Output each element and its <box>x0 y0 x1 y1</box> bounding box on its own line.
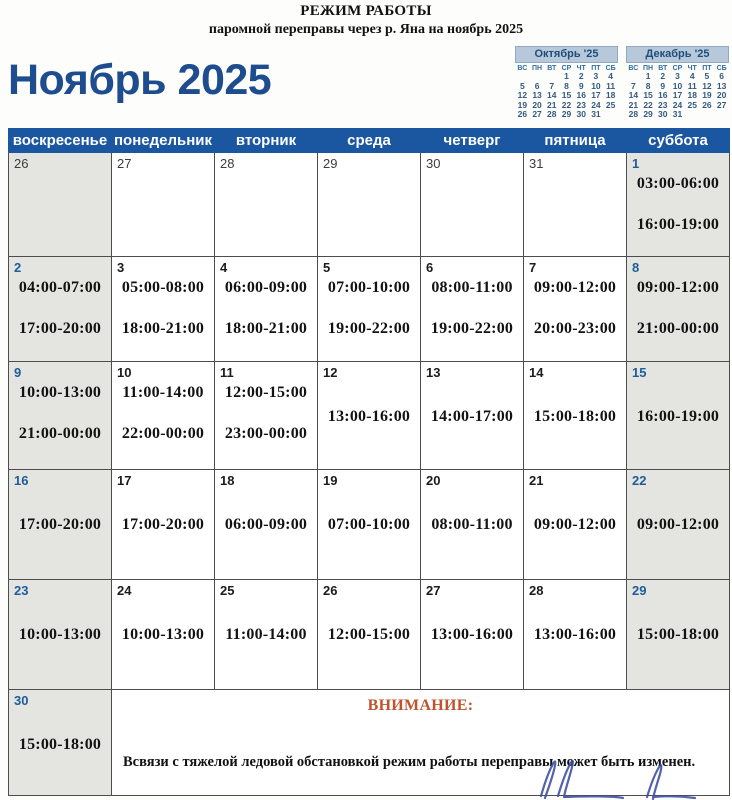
day-number: 30 <box>14 693 29 708</box>
day-number: 17 <box>117 473 132 488</box>
mini-day: 22 <box>643 99 653 110</box>
day-number: 31 <box>529 156 544 171</box>
calendar-cell-30 <box>9 690 112 796</box>
schedule-table-body <box>9 153 730 796</box>
mini-calendar-grid <box>515 72 618 120</box>
mini-day: 29 <box>561 109 572 120</box>
time-ranges <box>318 625 420 645</box>
mini-day: 10 <box>672 80 683 91</box>
time-range: 13:00-16:00 <box>533 626 617 643</box>
document-title: РЕЖИМ РАБОТЫ <box>300 3 432 19</box>
day-number: 18 <box>220 473 235 488</box>
mini-day-empty <box>714 110 729 120</box>
mini-day: 5 <box>704 71 710 81</box>
mini-day: 11 <box>606 80 616 91</box>
mini-day-empty <box>603 110 618 120</box>
time-range: 03:00-06:00 <box>636 175 720 192</box>
time-range: 13:00-16:00 <box>430 626 514 643</box>
time-ranges <box>112 625 214 645</box>
day-number: 28 <box>220 156 235 171</box>
calendar-cell-3 <box>112 257 215 362</box>
day-number: 28 <box>529 583 544 598</box>
calendar-cell-25 <box>215 580 318 690</box>
time-range: 08:00-11:00 <box>431 516 513 533</box>
day-number: 27 <box>117 156 132 171</box>
time-ranges <box>9 278 111 339</box>
day-number: 22 <box>632 473 647 488</box>
calendar-cell-18 <box>215 470 318 580</box>
time-range: 08:00-11:00 <box>431 279 513 296</box>
time-ranges <box>627 515 729 535</box>
mini-day: 26 <box>517 109 528 120</box>
calendar-cell-2 <box>9 257 112 362</box>
time-ranges <box>421 515 523 535</box>
calendar-week-row <box>9 153 730 257</box>
mini-day: 28 <box>547 109 557 120</box>
calendar-cell-10 <box>112 362 215 470</box>
mini-day: 18 <box>687 90 697 101</box>
calendar-week-row <box>9 362 730 470</box>
time-ranges <box>421 625 523 645</box>
mini-day: 3 <box>593 71 599 81</box>
time-ranges <box>627 278 729 339</box>
mini-day: 4 <box>608 71 613 81</box>
day-number: 11 <box>220 365 234 380</box>
calendar-cell-27 <box>421 580 524 690</box>
document-subtitle: паромной переправы через р. Яна на ноябрь 2025 <box>208 22 524 37</box>
mini-day: 14 <box>547 90 557 101</box>
mini-day: 12 <box>702 80 712 91</box>
day-number: 21 <box>529 473 544 488</box>
mini-weekday-label: ПН <box>643 65 654 72</box>
mini-day: 12 <box>517 90 528 101</box>
calendar-cell-prev-31 <box>524 153 627 257</box>
mini-day: 9 <box>578 80 584 91</box>
calendar-cell-7 <box>524 257 627 362</box>
calendar-cell-28 <box>524 580 627 690</box>
mini-day: 15 <box>643 90 653 101</box>
time-range: 17:00-20:00 <box>18 320 102 337</box>
time-ranges <box>9 625 111 645</box>
mini-weekday-label: СБ <box>716 65 727 72</box>
day-number: 23 <box>14 583 29 598</box>
mini-calendar-grid <box>626 72 729 120</box>
mini-calendar-title: Декабрь '25 <box>626 46 729 63</box>
notice-title: ВНИМАНИЕ: <box>367 697 474 714</box>
time-range: 11:00-14:00 <box>122 384 204 401</box>
mini-weekday-label: СР <box>561 65 572 72</box>
time-ranges <box>627 174 729 235</box>
day-number: 16 <box>14 473 29 488</box>
time-ranges <box>215 515 317 535</box>
day-number: 25 <box>220 583 235 598</box>
day-number: 7 <box>529 260 537 275</box>
weekday-header: среда <box>318 129 421 153</box>
mini-calendar-december <box>626 46 729 120</box>
day-number: 26 <box>14 156 29 171</box>
mini-day: 10 <box>591 80 601 91</box>
time-range: 21:00-00:00 <box>636 320 720 337</box>
calendar-cell-19 <box>318 470 421 580</box>
calendar-cell-6 <box>421 257 524 362</box>
time-range: 15:00-18:00 <box>18 736 102 753</box>
mini-calendar-october <box>515 46 618 120</box>
calendar-cell-prev-27 <box>112 153 215 257</box>
mini-day: 8 <box>645 80 651 91</box>
time-range: 14:00-17:00 <box>430 408 514 425</box>
schedule-table-head <box>9 129 730 153</box>
calendar-cell-8 <box>627 257 730 362</box>
time-range: 06:00-09:00 <box>224 279 308 296</box>
schedule-table <box>8 128 730 796</box>
calendar-cell-prev-28 <box>215 153 318 257</box>
time-ranges <box>112 515 214 535</box>
mini-day: 3 <box>675 71 680 81</box>
calendar-cell-4 <box>215 257 318 362</box>
time-range: 09:00-12:00 <box>533 279 617 296</box>
calendar-cell-prev-29 <box>318 153 421 257</box>
day-number: 2 <box>14 260 22 275</box>
mini-day: 21 <box>628 99 639 110</box>
mini-day: 16 <box>658 90 668 101</box>
time-ranges <box>524 625 626 645</box>
time-range: 23:00-00:00 <box>224 425 308 442</box>
time-range: 17:00-20:00 <box>121 516 205 533</box>
mini-weekday-label: ПТ <box>702 65 712 72</box>
calendar-cell-23 <box>9 580 112 690</box>
calendar-cell-20 <box>421 470 524 580</box>
mini-day: 2 <box>578 71 584 81</box>
mini-day: 2 <box>660 71 666 81</box>
mini-day: 16 <box>576 90 586 101</box>
mini-weekday-label: ВТ <box>658 65 668 72</box>
time-ranges <box>215 278 317 339</box>
mini-day: 9 <box>660 80 666 91</box>
mini-day: 27 <box>532 109 542 120</box>
mini-day: 21 <box>547 99 557 110</box>
mini-day: 22 <box>561 99 572 110</box>
mini-day: 6 <box>534 80 540 91</box>
time-range: 15:00-18:00 <box>636 626 720 643</box>
day-number: 6 <box>426 260 434 275</box>
time-range: 13:00-16:00 <box>327 408 411 425</box>
mini-weekday-label: ЧТ <box>687 65 697 72</box>
day-number: 5 <box>323 260 331 275</box>
mini-day: 27 <box>716 99 727 110</box>
time-range: 18:00-21:00 <box>121 320 205 337</box>
time-range: 16:00-19:00 <box>636 408 720 425</box>
time-range: 04:00-07:00 <box>18 279 102 296</box>
time-ranges <box>318 407 420 427</box>
mini-weekday-label: ПТ <box>591 65 601 72</box>
mini-weekday-label: СР <box>672 65 683 72</box>
day-number: 3 <box>117 260 125 275</box>
day-number: 26 <box>323 583 338 598</box>
mini-day: 24 <box>591 99 601 110</box>
time-range: 09:00-12:00 <box>636 279 720 296</box>
weekday-header: четверг <box>421 129 524 153</box>
weekday-header-row <box>9 129 730 153</box>
weekday-header: вторник <box>215 129 318 153</box>
day-number: 10 <box>117 365 132 380</box>
day-number: 29 <box>323 156 338 171</box>
day-number: 24 <box>117 583 132 598</box>
day-number: 20 <box>426 473 441 488</box>
mini-day: 25 <box>605 99 616 110</box>
time-range: 19:00-22:00 <box>327 320 411 337</box>
time-ranges <box>627 625 729 645</box>
calendar-cell-prev-26 <box>9 153 112 257</box>
month-title: Ноябрь 2025 <box>8 56 272 104</box>
mini-weekday-label: ЧТ <box>576 65 586 72</box>
calendar-cell-24 <box>112 580 215 690</box>
time-range: 19:00-22:00 <box>430 320 514 337</box>
time-ranges <box>524 407 626 427</box>
mini-day: 1 <box>564 71 569 81</box>
time-range: 10:00-13:00 <box>121 626 205 643</box>
time-ranges <box>318 278 420 339</box>
mini-day-empty <box>700 110 715 120</box>
day-number: 15 <box>632 365 647 380</box>
mini-day: 5 <box>519 80 525 91</box>
time-range: 22:00-00:00 <box>121 425 205 442</box>
calendar-cell-22 <box>627 470 730 580</box>
day-number: 29 <box>632 583 647 598</box>
mini-day: 28 <box>628 109 639 120</box>
calendar-week-row <box>9 580 730 690</box>
time-range: 18:00-21:00 <box>224 320 308 337</box>
time-range: 05:00-08:00 <box>121 279 205 296</box>
mini-day: 24 <box>672 99 683 110</box>
mini-day: 19 <box>517 99 528 110</box>
mini-day: 4 <box>689 71 695 81</box>
calendar-cell-9 <box>9 362 112 470</box>
time-range: 15:00-18:00 <box>533 408 617 425</box>
mini-day: 20 <box>716 90 727 101</box>
calendar-cell-5 <box>318 257 421 362</box>
time-ranges <box>421 407 523 427</box>
calendar-cell-14 <box>524 362 627 470</box>
day-number: 13 <box>426 365 441 380</box>
calendar-cell-15 <box>627 362 730 470</box>
time-range: 17:00-20:00 <box>18 516 102 533</box>
mini-weekday-label: ВТ <box>547 65 557 72</box>
mini-day: 7 <box>549 80 555 91</box>
mini-day: 25 <box>687 99 697 110</box>
calendar-week-row <box>9 257 730 362</box>
mini-weekday-label: ВС <box>517 65 528 72</box>
time-ranges <box>421 278 523 339</box>
mini-day: 8 <box>564 80 569 91</box>
mini-day: 26 <box>702 99 712 110</box>
mini-day: 11 <box>687 80 697 91</box>
time-ranges <box>215 625 317 645</box>
mini-day: 17 <box>591 90 601 101</box>
mini-day: 19 <box>702 90 712 101</box>
time-ranges <box>9 515 111 535</box>
day-number: 30 <box>426 156 441 171</box>
calendar-cell-1 <box>627 153 730 257</box>
day-number: 19 <box>323 473 338 488</box>
day-number: 27 <box>426 583 441 598</box>
weekday-header: воскресенье <box>9 129 112 153</box>
calendar-cell-16 <box>9 470 112 580</box>
mini-day: 18 <box>605 90 616 101</box>
time-range: 10:00-13:00 <box>18 384 102 401</box>
calendar-cell-21 <box>524 470 627 580</box>
mini-day-empty <box>685 110 700 120</box>
signature-ink <box>495 746 705 800</box>
calendar-cell-13 <box>421 362 524 470</box>
time-range: 07:00-10:00 <box>327 516 411 533</box>
day-number: 12 <box>323 365 338 380</box>
mini-weekday-label: ПН <box>532 65 543 72</box>
notice-text: Всвязи с тяжелой ледовой обстановкой режим работы переправы может быть изменен. <box>123 754 696 770</box>
mini-weekday-label: ВС <box>628 65 639 72</box>
time-ranges <box>627 407 729 427</box>
mini-day: 30 <box>658 109 668 120</box>
document-header <box>0 0 732 38</box>
day-number: 14 <box>529 365 544 380</box>
mini-day: 6 <box>719 71 724 81</box>
time-range: 10:00-13:00 <box>18 626 102 643</box>
time-ranges <box>524 515 626 535</box>
time-range: 07:00-10:00 <box>327 279 411 296</box>
mini-weekday-label: СБ <box>605 65 616 72</box>
day-number: 4 <box>220 260 228 275</box>
time-range: 20:00-23:00 <box>533 320 617 337</box>
mini-day: 1 <box>645 71 651 81</box>
calendar-cell-26 <box>318 580 421 690</box>
calendar-cell-29 <box>627 580 730 690</box>
time-ranges <box>318 515 420 535</box>
calendar-cell-11 <box>215 362 318 470</box>
time-range: 11:00-14:00 <box>225 626 307 643</box>
mini-day: 7 <box>630 80 636 91</box>
mini-day: 15 <box>561 90 572 101</box>
time-range: 12:00-15:00 <box>327 626 411 643</box>
mini-day: 13 <box>716 80 727 91</box>
calendar-cell-17 <box>112 470 215 580</box>
mini-day: 17 <box>672 90 683 101</box>
time-range: 16:00-19:00 <box>636 216 720 233</box>
time-ranges <box>112 278 214 339</box>
time-range: 06:00-09:00 <box>224 516 308 533</box>
calendar-cell-12 <box>318 362 421 470</box>
day-number: 8 <box>632 260 640 275</box>
mini-day: 23 <box>576 99 586 110</box>
time-ranges <box>112 383 214 444</box>
mini-day: 20 <box>532 99 542 110</box>
time-range: 21:00-00:00 <box>18 425 102 442</box>
calendar-cell-prev-30 <box>421 153 524 257</box>
day-number: 1 <box>632 156 640 171</box>
weekday-header: пятница <box>524 129 627 153</box>
time-range: 09:00-12:00 <box>636 516 720 533</box>
weekday-header: суббота <box>627 129 730 153</box>
mini-calendar-title: Октябрь '25 <box>515 46 618 63</box>
mini-day: 23 <box>658 99 668 110</box>
weekday-header: понедельник <box>112 129 215 153</box>
mini-calendars <box>515 46 729 120</box>
time-ranges <box>9 383 111 444</box>
time-ranges <box>9 735 111 755</box>
mini-day: 29 <box>643 109 653 120</box>
mini-day: 30 <box>576 109 586 120</box>
mini-day: 13 <box>532 90 542 101</box>
time-range: 12:00-15:00 <box>224 384 308 401</box>
time-ranges <box>215 383 317 444</box>
calendar-week-row <box>9 470 730 580</box>
time-ranges <box>524 278 626 339</box>
day-number: 9 <box>14 365 22 380</box>
mini-day: 31 <box>591 109 601 120</box>
mini-day: 14 <box>628 90 639 101</box>
mini-day: 31 <box>672 109 683 120</box>
time-range: 09:00-12:00 <box>533 516 617 533</box>
